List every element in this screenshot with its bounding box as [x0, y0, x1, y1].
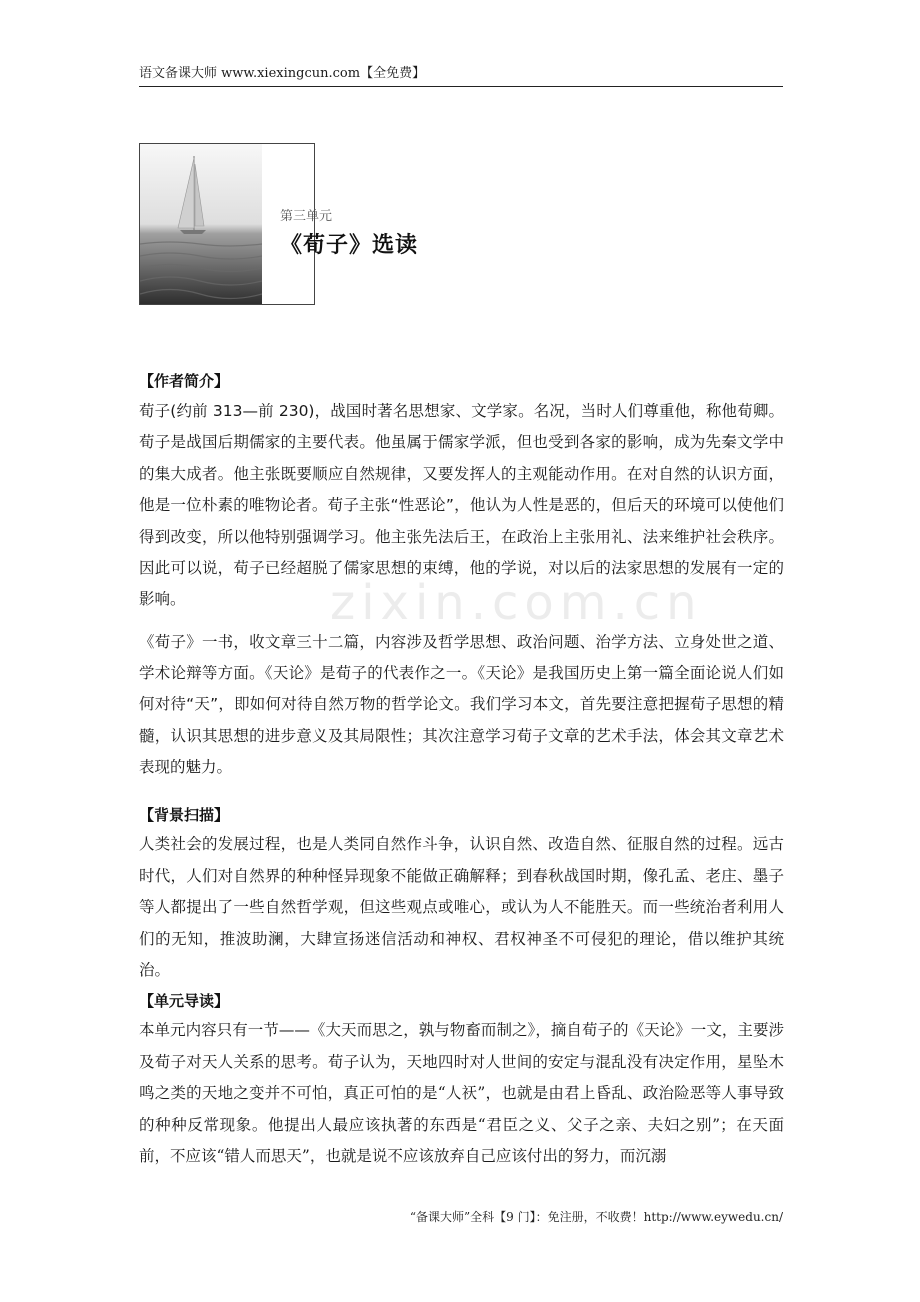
unit-number: 第三单元 [280, 209, 333, 224]
footer-text: “备课大师”全科【9 门】：免注册，不收费！http://www.eywedu.cn/ [409, 1210, 783, 1224]
unit-title: 《荀子》选读 [280, 233, 419, 258]
page-header [139, 64, 783, 87]
author-paragraph-2: 《荀子》一书，收文章三十二篇，内容涉及哲学思想、政治问题、治学方法、立身处世之道、学术论辩等方面。《天论》是荀子的代表作之一。《天论》是我国历史上第一篇全面论说人们如何对待“天”，即如何对待自然万物的哲学论文。我们学习本文，首先要注意把握荀子思想的精髓，认识其思想的进步意义及其局限性；其次注意学习荀子文章的艺术手法，体会其文章艺术表现的魅力。 [139, 633, 784, 776]
sailboat-illustration [140, 144, 262, 304]
author-heading: 【作者简介】 [139, 372, 230, 390]
guide-paragraph: 本单元内容只有一节——《大天而思之，孰与物畜而制之》，摘自荀子的《天论》一文，主要涉及荀子对天人关系的思考。荀子认为，天地四时对人世间的安定与混乱没有决定作用，星坠木鸣之类的天地之变并不可怕，真正可怕的是“人祆”，也就是由君上昏乱、政治险恶等人事导致的种种反常现象。他提出人最应该执著的东西是“君臣之义、父子之亲、夫妇之别”；在天面前，不应该“错人而思天”，也就是说不应该放弃自己应该付出的努力，而沉溺 [139, 1021, 784, 1165]
sailboat-photo [140, 144, 262, 304]
page-footer [370, 1208, 783, 1225]
header-text: 语文备课大师 www.xiexingcun.com【全免费】 [139, 66, 426, 81]
watermark: zixin.com.cn [330, 575, 703, 631]
author-paragraph-1: 荀子(约前 313—前 230)，战国时著名思想家、文学家。名况，当时人们尊重他，称他荀卿。荀子是战国后期儒家的主要代表。他虽属于儒家学派，但也受到各家的影响，成为先秦文学中的集大成者。他主张既要顺应自然规律，又要发挥人的主观能动作用。在对自然的认识方面，他是一位朴素的唯物论者。荀子主张“性恶论”，他认为人性是恶的，但后天的环境可以使他们得到改变，所以他特别强调学习。他主张先法后王，在政治上主张用礼、法来维护社会秩序。因此可以说，荀子已经超脱了儒家思想的束缚，他的学说，对以后的法家思想的发展有一定的影响。 [139, 402, 784, 609]
background-paragraph: 人类社会的发展过程，也是人类同自然作斗争，认识自然、改造自然、征服自然的过程。远古时代，人们对自然界的种种怪异现象不能做正确解释；到春秋战国时期，像孔孟、老庄、墨子等人都提出了一些自然哲学观，但这些观点或唯心，或认为人不能胜天。而一些统治者利用人们的无知，推波助澜，大肆宣扬迷信活动和神权、君权神圣不可侵犯的理论，借以维护其统治。 [139, 835, 784, 979]
unit-cover-box [139, 143, 315, 305]
guide-heading: 【单元导读】 [139, 992, 230, 1010]
background-heading: 【背景扫描】 [139, 806, 230, 824]
